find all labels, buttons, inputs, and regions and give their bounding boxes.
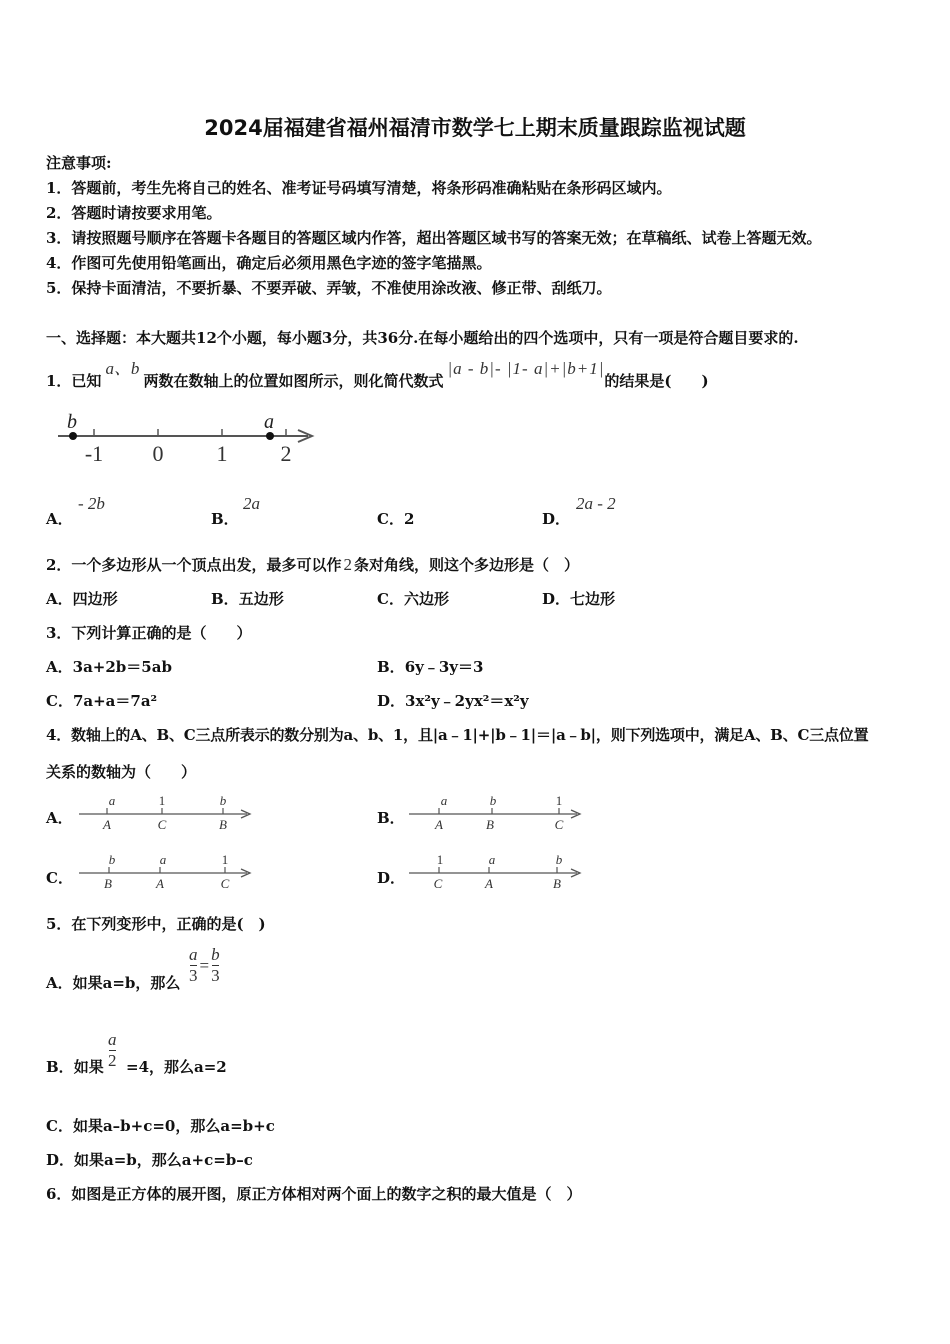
q5-option-b-post: =4，那么a=2 — [126, 1058, 227, 1076]
fraction-denominator: 2 — [108, 1051, 117, 1070]
label-bottom: C — [157, 817, 167, 832]
q2-suffix: 条对角线，则这个多边形是（ ） — [353, 556, 579, 574]
section-heading: 一、选择题：本大题共12个小题，每小题3分，共36分.在每小题给出的四个选项中，只有一项是符合题目要求的. — [46, 329, 799, 347]
q3-option-d — [377, 690, 529, 711]
q4-option-b-label: B． — [377, 809, 405, 827]
label-top: a — [108, 793, 116, 808]
label-bottom: A — [156, 876, 164, 891]
option-value: 七边形 — [570, 590, 616, 608]
q4-option-a-label: A． — [46, 809, 73, 827]
q2-option-a — [46, 588, 118, 609]
fraction-numerator: b — [211, 945, 220, 964]
q2-option-c — [377, 588, 449, 609]
equals-sign: = — [199, 955, 210, 975]
q1-option-d-value: 2a - 2 — [576, 494, 616, 513]
q1-option-b — [211, 508, 239, 529]
tick-label: -1 — [84, 441, 104, 466]
q1-option-c — [377, 508, 414, 529]
q4-option-c-number-line — [75, 852, 260, 894]
fraction — [108, 1030, 117, 1071]
option-label: C． — [377, 510, 404, 528]
fraction — [211, 945, 220, 986]
notice-item: 3．请按照题号顺序在答题卡各题目的答题区域内作答，超出答题区域书写的答案无效；在草稿纸、试卷上答题无效。 — [46, 229, 822, 247]
option-text: 如果 — [73, 1058, 104, 1076]
question-1-stem — [46, 358, 709, 390]
label-bottom: B — [219, 817, 227, 832]
notice-heading: 注意事项: — [46, 154, 112, 172]
fraction-denominator: 3 — [189, 966, 198, 985]
option-label: D． — [46, 1151, 75, 1169]
label-top: b — [108, 852, 116, 867]
label-top: 1 — [158, 793, 166, 808]
q5-option-a — [46, 972, 180, 993]
option-value: 3a+2b＝5ab — [72, 658, 172, 676]
option-text: 如果a=b，那么a+c=b–c — [74, 1151, 253, 1169]
q3-option-a — [46, 656, 172, 677]
q3-option-b — [377, 656, 483, 677]
question-4-stem: 4．数轴上的A、B、C三点所表示的数分别为a、b、1，且|a﹣1|+|b﹣1|＝|a﹣b|，则下列选项中，满足A、B、C三点位置 — [46, 726, 869, 744]
q1-suffix: 的结果是( ) — [604, 372, 709, 390]
label-top: 1 — [436, 852, 444, 867]
label-bottom: B — [486, 817, 494, 832]
question-6-stem: 6．如图是正方体的展开图，原正方体相对两个面上的数字之积的最大值是（ ） — [46, 1185, 582, 1203]
option-label: A． — [46, 658, 73, 676]
q1-prefix: 1．已知 — [46, 372, 102, 390]
option-label: D． — [542, 510, 571, 528]
q5-option-a-equation — [189, 945, 220, 986]
option-value: 五边形 — [238, 590, 284, 608]
fraction-numerator: a — [108, 1030, 117, 1049]
notice-item: 4．作图可先使用铅笔画出，确定后必须用黑色字迹的签字笔描黑。 — [46, 254, 492, 272]
q2-number: 2 — [343, 555, 352, 574]
label-bottom: C — [554, 817, 564, 832]
option-label: B． — [46, 1058, 74, 1076]
tick-label: 2 — [280, 441, 292, 466]
q1-option-b-value: 2a — [243, 494, 260, 513]
notice-item: 1．答题前，考生先将自己的姓名、准考证号码填写清楚，将条形码准确粘贴在条形码区域内。 — [46, 179, 672, 197]
label-bottom: C — [220, 876, 230, 891]
option-value: 6y﹣3y＝3 — [404, 658, 484, 676]
label-a: a — [264, 411, 274, 433]
question-5-stem: 5．在下列变形中，正确的是( ) — [46, 915, 266, 933]
label-top: a — [488, 852, 496, 867]
fraction-denominator: 3 — [211, 966, 220, 985]
notice-item: 2．答题时请按要求用笔。 — [46, 204, 222, 222]
label-top: a — [440, 793, 448, 808]
option-value: 四边形 — [72, 590, 118, 608]
option-text: 如果a=b，那么 — [72, 974, 181, 992]
q2-option-b — [211, 588, 284, 609]
label-top: 1 — [221, 852, 229, 867]
q2-option-d — [542, 588, 615, 609]
q1-option-a-value: - 2b — [78, 494, 105, 513]
label-top: b — [219, 793, 227, 808]
question-2-stem — [46, 554, 579, 575]
option-value: 六边形 — [403, 590, 449, 608]
q4-option-d-number-line — [405, 852, 590, 894]
question-4-stem-cont: 关系的数轴为（ ） — [46, 763, 197, 781]
option-label: C． — [46, 1117, 73, 1135]
q1-number-line — [50, 405, 325, 470]
option-value: 2 — [403, 510, 415, 528]
option-label: C． — [46, 692, 73, 710]
label-bottom: A — [103, 817, 111, 832]
point-b — [69, 432, 77, 440]
label-bottom: A — [435, 817, 443, 832]
q1-option-d — [542, 508, 570, 529]
option-label: A． — [46, 510, 73, 528]
point-a — [266, 432, 274, 440]
option-value: 3x²y﹣2yx²＝x²y — [405, 692, 529, 710]
label-b: b — [67, 411, 77, 433]
option-label: B． — [211, 510, 239, 528]
q4-option-d-label: D． — [377, 869, 406, 887]
option-label: A． — [46, 590, 73, 608]
page-title: 2024届福建省福州福清市数学七上期末质量跟踪监视试题 — [204, 116, 746, 140]
notice-item: 5．保持卡面清洁，不要折暴、不要弄破、弄皱，不准使用涂改液、修正带、刮纸刀。 — [46, 279, 612, 297]
q1-option-a — [46, 508, 73, 529]
fraction-numerator: a — [189, 945, 198, 964]
option-text: 如果a–b+c=0，那么a=b+c — [72, 1117, 275, 1135]
q4-option-b-number-line — [405, 793, 590, 835]
q5-option-b-fraction — [108, 1030, 117, 1071]
q5-option-b — [46, 1056, 104, 1077]
label-top: a — [159, 852, 167, 867]
option-label: D． — [542, 590, 571, 608]
question-3-stem: 3．下列计算正确的是（ ） — [46, 624, 252, 642]
option-value: 7a+a＝7a² — [72, 692, 158, 710]
label-top: 1 — [555, 793, 563, 808]
option-label: D． — [377, 692, 406, 710]
label-bottom: B — [553, 876, 561, 891]
label-bottom: C — [433, 876, 443, 891]
label-top: b — [489, 793, 497, 808]
q1-expression: |a - b|- |1- a|+|b+1| — [447, 359, 605, 378]
q3-option-c — [46, 690, 157, 711]
option-label: B． — [377, 658, 405, 676]
option-label: B． — [211, 590, 239, 608]
tick-label: 1 — [216, 441, 228, 466]
fraction — [189, 945, 198, 986]
option-label: C． — [377, 590, 404, 608]
label-bottom: A — [485, 876, 493, 891]
tick-label: 0 — [152, 441, 164, 466]
label-top: b — [555, 852, 563, 867]
q2-prefix: 2．一个多边形从一个顶点出发，最多可以作 — [46, 556, 342, 574]
q5-option-c — [46, 1115, 275, 1136]
q1-vars: a、b — [105, 359, 140, 378]
option-label: A． — [46, 974, 73, 992]
q1-mid: 两数在数轴上的位置如图所示，则化简代数式 — [143, 372, 444, 390]
q4-option-a-number-line — [75, 793, 260, 835]
label-bottom: B — [104, 876, 112, 891]
q5-option-d — [46, 1149, 253, 1170]
q4-option-c-label: C． — [46, 869, 73, 887]
